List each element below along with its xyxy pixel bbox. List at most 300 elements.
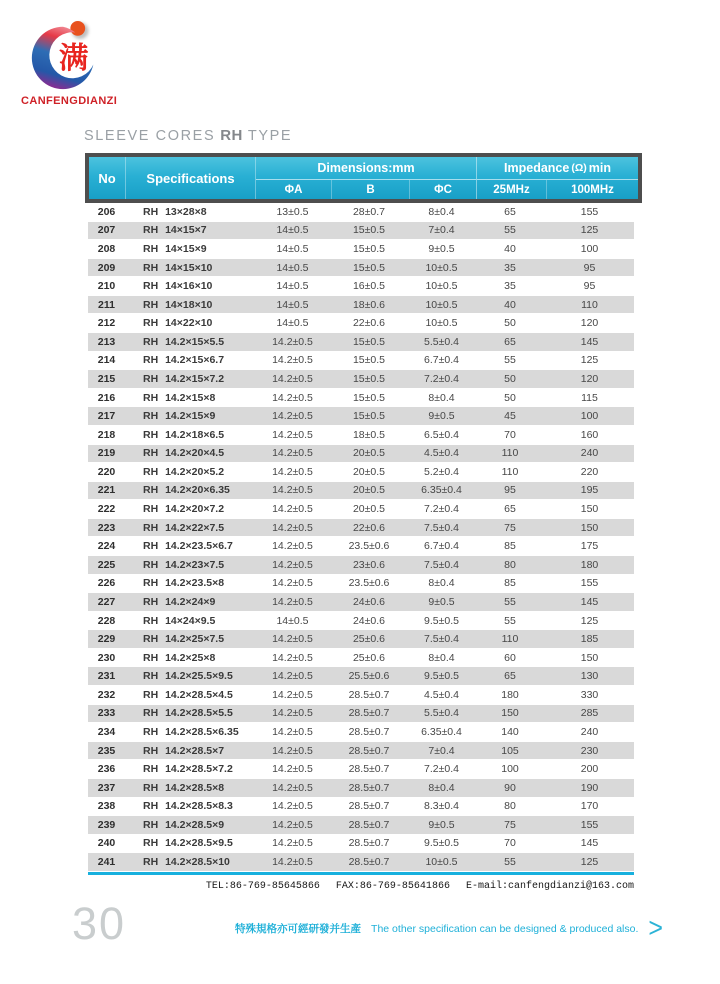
dim-c-cell: 8.3±0.4 [424, 800, 459, 813]
imp-25mhz-cell: 35 [504, 280, 516, 293]
imp-100mhz-cell: 175 [580, 540, 599, 553]
no-cell: 219 [97, 447, 116, 460]
table-row [88, 500, 634, 519]
no-cell: 206 [97, 205, 116, 218]
impedance-label: Impedance [504, 161, 570, 175]
imp-25mhz-cell: 70 [504, 428, 516, 441]
dim-c-cell: 7.5±0.4 [424, 521, 459, 534]
imp-25mhz-cell: 150 [501, 707, 519, 720]
no-cell: 207 [97, 224, 116, 237]
table-row [88, 853, 634, 872]
dim-b-cell: 22±0.6 [352, 521, 386, 534]
imp-25mhz-cell: 80 [504, 558, 516, 571]
imp-25mhz-cell: 80 [504, 800, 516, 813]
dim-b-cell: 18±0.6 [352, 298, 386, 311]
dim-a-cell: 14±0.5 [276, 224, 309, 237]
dim-c-cell: 5.5±0.4 [424, 335, 459, 348]
spec-table-body [88, 203, 634, 872]
imp-100mhz-cell: 240 [580, 725, 599, 738]
table-row [88, 593, 634, 612]
no-cell: 231 [97, 670, 116, 683]
imp-100mhz-cell: 150 [580, 521, 599, 534]
imp-25mhz-cell: 110 [501, 465, 519, 478]
table-row [88, 389, 634, 408]
dim-b-cell: 15±0.5 [352, 224, 386, 237]
dim-a-cell: 14.2±0.5 [272, 447, 313, 460]
imp-25mhz-cell: 110 [501, 447, 519, 460]
imp-25mhz-cell: 140 [501, 725, 519, 738]
dim-c-cell: 7.2±0.4 [424, 763, 459, 776]
col-group-dimensions: Dimensions:mm [256, 157, 476, 180]
specification-cell: RH 14×18×10 [143, 298, 213, 311]
company-logo-icon [26, 12, 100, 94]
dim-c-cell: 9±0.5 [428, 410, 455, 423]
imp-100mhz-cell: 95 [583, 280, 596, 293]
dim-c-cell: 10±0.5 [425, 856, 458, 869]
no-cell: 221 [97, 484, 116, 497]
dim-a-cell: 14.2±0.5 [272, 633, 313, 646]
dim-b-cell: 28.5±0.7 [348, 856, 390, 869]
dim-a-cell: 14.2±0.5 [272, 465, 313, 478]
dim-c-cell: 5.5±0.4 [424, 707, 459, 720]
imp-25mhz-cell: 60 [504, 651, 516, 664]
impedance-unit: (Ω) [571, 162, 587, 174]
company-name: CANFENGDIANZI [21, 95, 118, 107]
imp-25mhz-cell: 55 [504, 354, 516, 367]
dim-c-cell: 7.2±0.4 [424, 503, 459, 516]
footer-note [235, 912, 663, 944]
specification-cell: RH 14.2×15×5.5 [143, 335, 225, 348]
dim-c-cell: 6.35±0.4 [421, 484, 462, 497]
dim-a-cell: 14.2±0.5 [272, 818, 313, 831]
specification-cell: RH 14×16×10 [143, 280, 213, 293]
dim-b-cell: 23±0.6 [352, 558, 386, 571]
imp-25mhz-cell: 35 [504, 261, 516, 274]
imp-100mhz-cell: 155 [580, 577, 599, 590]
contact-email: E-mail:canfengdianzi@163.com [465, 881, 634, 892]
no-cell: 239 [97, 818, 116, 831]
specification-cell: RH 14.2×20×6.35 [143, 484, 230, 497]
imp-100mhz-cell: 145 [580, 335, 599, 348]
imp-100mhz-cell: 285 [580, 707, 599, 720]
dim-b-cell: 23.5±0.6 [348, 540, 390, 553]
specification-cell: RH 14×15×10 [143, 261, 213, 274]
dim-a-cell: 14.2±0.5 [272, 707, 313, 720]
imp-100mhz-cell: 125 [580, 614, 599, 627]
imp-25mhz-cell: 105 [501, 744, 519, 757]
contact-fax: FAX:86-769-85641866 [335, 881, 450, 892]
dim-b-cell: 24±0.6 [352, 614, 386, 627]
dim-b-cell: 20±0.5 [352, 484, 386, 497]
dim-a-cell: 14.2±0.5 [272, 595, 313, 608]
dim-b-cell: 28.5±0.7 [348, 818, 390, 831]
dim-b-cell: 15±0.5 [352, 372, 386, 385]
no-cell: 222 [97, 503, 116, 516]
imp-100mhz-cell: 200 [580, 763, 599, 776]
dim-b-cell: 23.5±0.6 [348, 577, 390, 590]
dim-a-cell: 14.2±0.5 [272, 800, 313, 813]
specification-cell: RH 14×15×9 [143, 242, 207, 255]
no-cell: 210 [97, 280, 116, 293]
imp-25mhz-cell: 95 [504, 484, 516, 497]
table-row [88, 835, 634, 854]
imp-25mhz-cell: 50 [504, 317, 516, 330]
imp-25mhz-cell: 55 [504, 595, 516, 608]
table-row [88, 277, 634, 296]
specification-cell: RH 14.2×23×7.5 [143, 558, 225, 571]
dim-b-cell: 15±0.5 [352, 242, 386, 255]
dim-b-cell: 28.5±0.7 [348, 781, 390, 794]
dim-a-cell: 14.2±0.5 [272, 856, 313, 869]
dim-a-cell: 14.2±0.5 [272, 354, 313, 367]
table-row [88, 798, 634, 817]
dim-b-cell: 20±0.5 [352, 465, 386, 478]
specification-cell: RH 14.2×28.5×7.2 [143, 763, 233, 776]
no-cell: 214 [97, 354, 116, 367]
specification-cell: RH 14.2×24×9 [143, 595, 216, 608]
imp-25mhz-cell: 55 [504, 856, 516, 869]
dim-c-cell: 7.2±0.4 [424, 372, 459, 385]
dim-a-cell: 14.2±0.5 [272, 410, 313, 423]
dim-a-cell: 14±0.5 [276, 298, 309, 311]
logo-mark-character: 满 [58, 40, 89, 75]
dim-c-cell: 9.5±0.5 [424, 670, 459, 683]
imp-25mhz-cell: 75 [504, 521, 516, 534]
imp-25mhz-cell: 65 [504, 205, 516, 218]
title-part2: TYPE [247, 128, 293, 144]
page-title [84, 127, 292, 144]
dim-c-cell: 8±0.4 [428, 205, 455, 218]
table-row [88, 333, 634, 352]
no-cell: 235 [97, 744, 116, 757]
table-bottom-accent-line [88, 872, 634, 875]
imp-25mhz-cell: 45 [504, 410, 516, 423]
specification-cell: RH 14.2×15×8 [143, 391, 216, 404]
dim-c-cell: 10±0.5 [425, 261, 458, 274]
dim-b-cell: 20±0.5 [352, 447, 386, 460]
col-header-no: No [89, 157, 126, 199]
table-row [88, 686, 634, 705]
table-row [88, 407, 634, 426]
col-header-25mhz: 25MHz [476, 180, 546, 199]
table-row [88, 482, 634, 501]
imp-25mhz-cell: 90 [504, 781, 516, 794]
col-header-phi-c: ΦC [409, 180, 476, 199]
imp-100mhz-cell: 95 [583, 261, 596, 274]
contact-line [85, 881, 634, 892]
specification-cell: RH 14.2×20×7.2 [143, 503, 225, 516]
no-cell: 217 [97, 410, 116, 423]
no-cell: 208 [97, 242, 116, 255]
dim-a-cell: 14.2±0.5 [272, 540, 313, 553]
dim-a-cell: 14.2±0.5 [272, 503, 313, 516]
imp-25mhz-cell: 70 [504, 837, 516, 850]
imp-100mhz-cell: 230 [580, 744, 599, 757]
table-row [88, 630, 634, 649]
table-row [88, 222, 634, 241]
dim-a-cell: 14±0.5 [276, 614, 309, 627]
imp-100mhz-cell: 155 [580, 818, 599, 831]
specification-cell: RH 14.2×28.5×10 [143, 856, 230, 869]
dim-c-cell: 5.2±0.4 [424, 465, 459, 478]
specification-cell: RH 14.2×20×5.2 [143, 465, 225, 478]
no-cell: 220 [97, 465, 116, 478]
no-cell: 237 [97, 781, 116, 794]
no-cell: 230 [97, 651, 116, 664]
imp-100mhz-cell: 125 [580, 856, 599, 869]
dim-a-cell: 14.2±0.5 [272, 837, 313, 850]
dim-c-cell: 4.5±0.4 [424, 688, 459, 701]
imp-100mhz-cell: 190 [580, 781, 599, 794]
logo-dot [70, 21, 85, 36]
dim-b-cell: 15±0.5 [352, 391, 386, 404]
dim-a-cell: 14±0.5 [276, 317, 309, 330]
dim-a-cell: 14.2±0.5 [272, 651, 313, 664]
dim-b-cell: 15±0.5 [352, 335, 386, 348]
imp-100mhz-cell: 195 [580, 484, 599, 497]
imp-100mhz-cell: 120 [580, 317, 599, 330]
table-row [88, 667, 634, 686]
imp-100mhz-cell: 240 [580, 447, 599, 460]
no-cell: 240 [97, 837, 116, 850]
specification-cell: RH 14.2×25×7.5 [143, 633, 225, 646]
no-cell: 227 [97, 595, 116, 608]
imp-100mhz-cell: 145 [580, 595, 599, 608]
dim-c-cell: 8±0.4 [428, 577, 455, 590]
imp-100mhz-cell: 185 [580, 633, 599, 646]
dim-b-cell: 28.5±0.7 [348, 688, 390, 701]
dim-a-cell: 14.2±0.5 [272, 521, 313, 534]
table-row [88, 463, 634, 482]
table-row [88, 370, 634, 389]
dim-a-cell: 14±0.5 [276, 242, 309, 255]
specification-cell: RH 14.2×25×8 [143, 651, 216, 664]
imp-25mhz-cell: 55 [504, 614, 516, 627]
table-row [88, 705, 634, 724]
no-cell: 216 [97, 391, 116, 404]
dim-c-cell: 8±0.4 [428, 781, 455, 794]
imp-100mhz-cell: 125 [580, 224, 599, 237]
dim-c-cell: 10±0.5 [425, 280, 458, 293]
spec-table [85, 153, 642, 875]
specification-cell: RH 14×24×9.5 [143, 614, 216, 627]
no-cell: 229 [97, 633, 116, 646]
table-row [88, 445, 634, 464]
specification-cell: RH 14.2×20×4.5 [143, 447, 225, 460]
dim-c-cell: 10±0.5 [425, 317, 458, 330]
specification-cell: RH 14.2×23.5×8 [143, 577, 225, 590]
no-cell: 232 [97, 688, 116, 701]
table-row [88, 537, 634, 556]
dim-b-cell: 25±0.6 [352, 651, 386, 664]
dim-b-cell: 28.5±0.7 [348, 763, 390, 776]
imp-100mhz-cell: 170 [580, 800, 599, 813]
col-header-specifications: Specifications [126, 157, 256, 199]
imp-25mhz-cell: 65 [504, 335, 516, 348]
table-row [88, 259, 634, 278]
dim-b-cell: 15±0.5 [352, 354, 386, 367]
dim-b-cell: 22±0.6 [352, 317, 386, 330]
imp-25mhz-cell: 65 [504, 670, 516, 683]
dim-a-cell: 14.2±0.5 [272, 688, 313, 701]
imp-25mhz-cell: 75 [504, 818, 516, 831]
imp-100mhz-cell: 100 [580, 410, 599, 423]
imp-100mhz-cell: 220 [580, 465, 599, 478]
dim-c-cell: 6.5±0.4 [424, 428, 459, 441]
no-cell: 209 [97, 261, 116, 274]
specification-cell: RH 14×22×10 [143, 317, 213, 330]
imp-100mhz-cell: 120 [580, 372, 599, 385]
table-row [88, 240, 634, 259]
page-number: 30 [72, 898, 127, 949]
dim-c-cell: 8±0.4 [428, 391, 455, 404]
dim-b-cell: 28.5±0.7 [348, 800, 390, 813]
specification-cell: RH 14.2×28.5×8 [143, 781, 225, 794]
dim-c-cell: 7.5±0.4 [424, 633, 459, 646]
dim-b-cell: 28±0.7 [352, 205, 386, 218]
no-cell: 225 [97, 558, 116, 571]
title-type-code: RH [220, 127, 243, 144]
no-cell: 241 [97, 856, 116, 869]
specification-cell: RH 14.2×23.5×6.7 [143, 540, 233, 553]
imp-25mhz-cell: 100 [501, 763, 519, 776]
imp-25mhz-cell: 50 [504, 391, 516, 404]
dim-a-cell: 14.2±0.5 [272, 577, 313, 590]
imp-25mhz-cell: 85 [504, 577, 516, 590]
dim-c-cell: 9.5±0.5 [424, 614, 459, 627]
table-row [88, 519, 634, 538]
specification-cell: RH 14.2×22×7.5 [143, 521, 225, 534]
table-row [88, 779, 634, 798]
footer-note-english: The other specification can be designed & produced also. [371, 922, 639, 935]
specification-cell: RH 14.2×25.5×9.5 [143, 670, 233, 683]
imp-25mhz-cell: 65 [504, 503, 516, 516]
no-cell: 213 [97, 335, 116, 348]
dim-b-cell: 15±0.5 [352, 410, 386, 423]
table-row [88, 296, 634, 315]
specification-cell: RH 13×28×8 [143, 205, 207, 218]
imp-100mhz-cell: 110 [581, 298, 598, 311]
dim-b-cell: 28.5±0.7 [348, 725, 390, 738]
specification-cell: RH 14.2×15×9 [143, 410, 216, 423]
table-row [88, 203, 634, 222]
imp-25mhz-cell: 40 [504, 298, 516, 311]
imp-25mhz-cell: 55 [504, 224, 516, 237]
dim-c-cell: 6.35±0.4 [421, 725, 462, 738]
dim-a-cell: 14.2±0.5 [272, 744, 313, 757]
dim-b-cell: 28.5±0.7 [348, 707, 390, 720]
imp-25mhz-cell: 85 [504, 540, 516, 553]
dim-c-cell: 9.5±0.5 [424, 837, 459, 850]
imp-100mhz-cell: 150 [580, 503, 599, 516]
dim-b-cell: 25±0.6 [352, 633, 386, 646]
no-cell: 218 [97, 428, 116, 441]
dim-c-cell: 9±0.5 [428, 595, 455, 608]
dim-b-cell: 24±0.6 [352, 595, 386, 608]
specification-cell: RH 14.2×15×7.2 [143, 372, 225, 385]
specification-cell: RH 14.2×18×6.5 [143, 428, 225, 441]
footer-note-chinese: 特殊規格亦可經研發并生產 [235, 923, 362, 935]
no-cell: 212 [97, 317, 116, 330]
table-row [88, 314, 634, 333]
dim-a-cell: 14.2±0.5 [272, 372, 313, 385]
imp-25mhz-cell: 40 [504, 242, 516, 255]
dim-a-cell: 14.2±0.5 [272, 670, 313, 683]
dim-a-cell: 14.2±0.5 [272, 428, 313, 441]
specification-cell: RH 14.2×28.5×9 [143, 818, 225, 831]
title-part1: SLEEVE CORES [84, 128, 216, 144]
imp-100mhz-cell: 155 [580, 205, 599, 218]
table-row [88, 352, 634, 371]
table-row [88, 723, 634, 742]
table-row [88, 816, 634, 835]
dim-b-cell: 28.5±0.7 [348, 837, 390, 850]
no-cell: 234 [97, 725, 116, 738]
imp-100mhz-cell: 160 [580, 428, 599, 441]
table-row [88, 742, 634, 761]
specification-cell: RH 14.2×28.5×5.5 [143, 707, 233, 720]
table-row [88, 760, 634, 779]
no-cell: 211 [98, 298, 115, 311]
dim-b-cell: 28.5±0.7 [348, 744, 390, 757]
dim-a-cell: 14.2±0.5 [272, 484, 313, 497]
imp-100mhz-cell: 100 [580, 242, 599, 255]
no-cell: 233 [97, 707, 116, 720]
impedance-min: min [588, 161, 611, 175]
dim-c-cell: 7±0.4 [428, 224, 455, 237]
imp-100mhz-cell: 150 [580, 651, 599, 664]
imp-25mhz-cell: 110 [501, 633, 519, 646]
no-cell: 224 [97, 540, 116, 553]
imp-100mhz-cell: 115 [581, 391, 598, 404]
imp-100mhz-cell: 125 [580, 354, 599, 367]
dim-c-cell: 4.5±0.4 [424, 447, 459, 460]
col-group-impedance [476, 157, 638, 180]
specification-cell: RH 14.2×28.5×4.5 [143, 688, 233, 701]
dim-a-cell: 14.2±0.5 [272, 725, 313, 738]
dim-c-cell: 10±0.5 [425, 298, 458, 311]
dim-a-cell: 14.2±0.5 [272, 781, 313, 794]
no-cell: 226 [97, 577, 116, 590]
specification-cell: RH 14.2×15×6.7 [143, 354, 225, 367]
imp-100mhz-cell: 130 [580, 670, 599, 683]
dim-a-cell: 14.2±0.5 [272, 558, 313, 571]
dim-a-cell: 14.2±0.5 [272, 763, 313, 776]
dim-c-cell: 7.5±0.4 [424, 558, 459, 571]
dim-b-cell: 25.5±0.6 [348, 670, 390, 683]
specification-cell: RH 14.2×28.5×6.35 [143, 725, 239, 738]
table-row [88, 575, 634, 594]
table-row [88, 612, 634, 631]
imp-25mhz-cell: 180 [501, 688, 519, 701]
specification-cell: RH 14.2×28.5×7 [143, 744, 225, 757]
imp-25mhz-cell: 50 [504, 372, 516, 385]
no-cell: 236 [97, 763, 116, 776]
dim-c-cell: 9±0.5 [428, 818, 455, 831]
imp-100mhz-cell: 330 [580, 688, 599, 701]
specification-cell: RH 14×15×7 [143, 224, 207, 237]
dim-c-cell: 6.7±0.4 [424, 354, 459, 367]
specification-cell: RH 14.2×28.5×9.5 [143, 837, 233, 850]
dim-b-cell: 16±0.5 [352, 280, 386, 293]
dim-c-cell: 9±0.5 [428, 242, 455, 255]
table-row [88, 556, 634, 575]
no-cell: 215 [97, 372, 116, 385]
spec-table-header [85, 153, 642, 203]
table-row [88, 426, 634, 445]
dim-a-cell: 13±0.5 [276, 205, 309, 218]
dim-b-cell: 18±0.5 [352, 428, 386, 441]
